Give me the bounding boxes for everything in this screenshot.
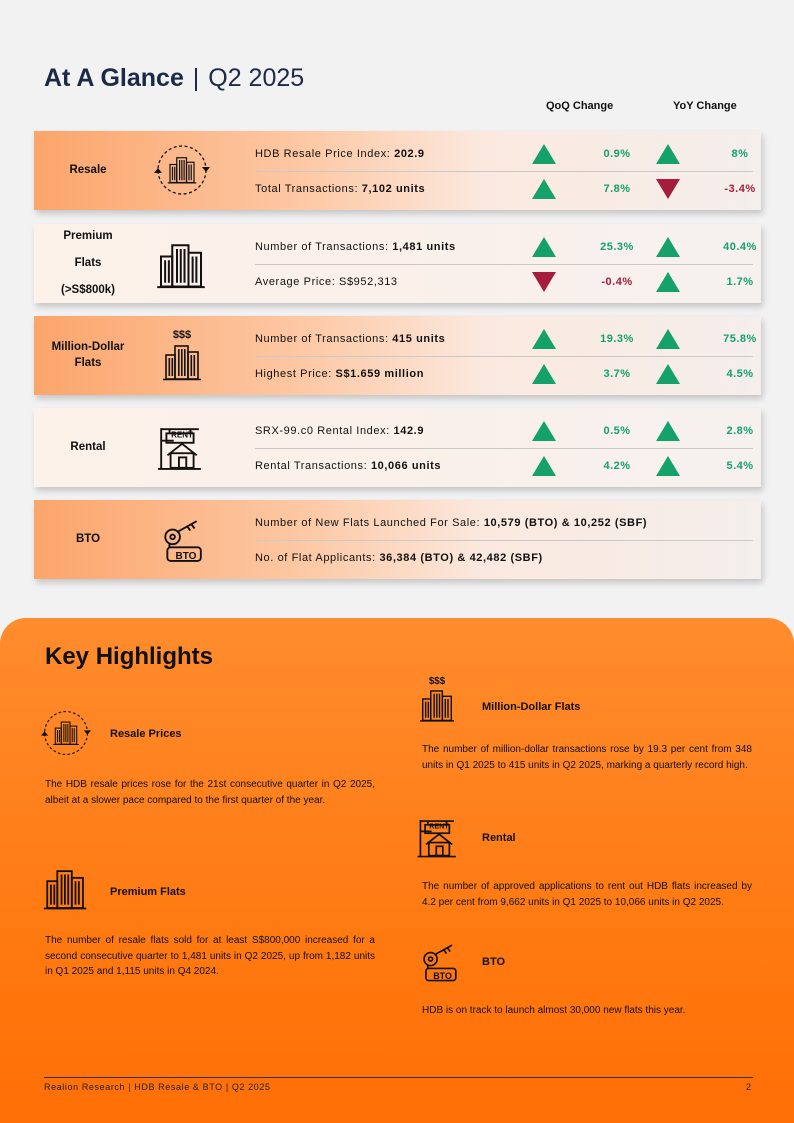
resale-highlight-text: The HDB resale prices rose for the 21st consecutive quarter in Q2 2025, albeit at a slower pace compared to the first quarter of the year.	[45, 779, 375, 806]
up-arrow-icon	[532, 179, 556, 199]
bto-category: BTO	[75, 532, 101, 545]
rental-category: Rental	[70, 440, 106, 453]
qoq-change: 7.8%	[603, 183, 631, 195]
svg-text:$$$: $$$	[428, 675, 446, 687]
svg-text:RENT: RENT	[429, 822, 449, 831]
metric-value: 7,102 units	[361, 183, 426, 195]
qoq-change: -0.4%	[601, 276, 633, 288]
table-row	[255, 358, 753, 392]
title-separator: |	[192, 64, 200, 92]
bto-key-icon	[154, 511, 210, 567]
bto-highlight-title: BTO	[482, 956, 506, 968]
svg-text:RENT: RENT	[171, 430, 193, 440]
metric-value: 36,384 (BTO) & 42,482 (SBF)	[379, 552, 543, 564]
qoq-change: 19.3%	[600, 333, 634, 345]
yoy-change: 5.4%	[726, 460, 754, 472]
down-arrow-icon	[532, 272, 556, 292]
bto-highlight-text: HDB is on track to launch almost 30,000 new flats this year.	[422, 1005, 686, 1016]
million-dollar-building-icon	[154, 327, 210, 383]
qoq-change: 4.2%	[603, 460, 631, 472]
metric-label: Highest Price:	[255, 368, 332, 380]
resale-card	[34, 131, 761, 210]
rental-highlight-title: Rental	[482, 832, 516, 844]
up-arrow-icon	[656, 237, 680, 257]
svg-text:$$$: $$$	[172, 329, 192, 341]
yoy-column-header: YoY Change	[673, 100, 737, 112]
yoy-change: -3.4%	[724, 183, 756, 195]
page-title	[44, 64, 304, 93]
table-row	[255, 266, 753, 300]
up-arrow-icon	[656, 272, 680, 292]
hdb-building-cycle-icon	[41, 708, 91, 758]
metric-value: S$952,313	[339, 276, 398, 288]
metric-value: 202.9	[394, 148, 425, 160]
table-row	[255, 415, 753, 449]
footer-source: Realion Research | HDB Resale & BTO | Q2 2025	[44, 1082, 271, 1092]
up-arrow-icon	[656, 329, 680, 349]
table-row	[255, 542, 753, 576]
table-row	[255, 507, 753, 541]
up-arrow-icon	[532, 421, 556, 441]
yoy-change: 2.8%	[726, 425, 754, 437]
bto-key-icon	[414, 936, 464, 986]
metric-value: 1,481 units	[392, 241, 456, 253]
metric-value: 10,579 (BTO) & 10,252 (SBF)	[483, 517, 648, 529]
page-number: 2	[746, 1082, 752, 1092]
rent-house-icon	[154, 419, 210, 475]
metric-label: Number of Transactions:	[255, 241, 389, 253]
million-dollar-building-icon	[412, 674, 462, 724]
million-dollar-category: Million-Dollar Flats	[51, 340, 125, 369]
qoq-change: 0.5%	[603, 425, 631, 437]
key-highlights-title: Key Highlights	[45, 643, 214, 670]
title-bold: At A Glance	[44, 64, 184, 92]
premium-category: Premium Flats (>S$800k)	[60, 229, 116, 297]
million-dollar-highlight-text: The number of million-dollar transactions rose by 19.3 per cent from 348 units in Q1 2025 to 415 units in Q2 2025, marking a quarterly record high.	[422, 744, 752, 771]
metric-label: Rental Transactions:	[255, 460, 368, 472]
up-arrow-icon	[532, 456, 556, 476]
metric-value: 415 units	[392, 333, 446, 345]
rental-card	[34, 408, 761, 487]
metric-label: Average Price:	[255, 276, 336, 288]
buildings-icon	[41, 862, 91, 912]
yoy-change: 8%	[731, 148, 749, 160]
table-row	[255, 231, 757, 265]
premium-highlight-title: Premium Flats	[110, 886, 186, 898]
up-arrow-icon	[656, 364, 680, 384]
up-arrow-icon	[532, 237, 556, 257]
metric-label: HDB Resale Price Index:	[255, 148, 391, 160]
yoy-change: 4.5%	[726, 368, 754, 380]
qoq-change: 3.7%	[603, 368, 631, 380]
million-dollar-card	[34, 316, 761, 395]
metric-label: SRX-99.c0 Rental Index:	[255, 425, 390, 437]
title-period: Q2 2025	[208, 64, 305, 92]
qoq-change: 25.3%	[600, 241, 634, 253]
hdb-building-cycle-icon	[154, 142, 210, 198]
svg-text:BTO: BTO	[433, 970, 452, 981]
up-arrow-icon	[656, 421, 680, 441]
table-row	[255, 323, 757, 357]
metric-label: No. of Flat Applicants:	[255, 552, 376, 564]
resale-highlight-title: Resale Prices	[110, 728, 182, 740]
table-row	[255, 450, 753, 484]
million-dollar-highlight-title: Million-Dollar Flats	[482, 701, 581, 713]
table-row	[255, 173, 756, 207]
down-arrow-icon	[656, 179, 680, 199]
metric-label: Total Transactions:	[255, 183, 359, 195]
metric-value: S$1.659 million	[335, 368, 425, 380]
rent-house-icon	[414, 812, 464, 862]
yoy-change: 75.8%	[723, 333, 757, 345]
rental-highlight-text: The number of approved applications to rent out HDB flats increased by 4.2 per cent from 9,662 units in Q1 2025 to 10,066 units in Q2 2025.	[422, 881, 752, 908]
premium-highlight-text: The number of resale flats sold for at least S$800,000 increased for a second consecutive quarter to 1,481 units in Q2 2025, up from 1,182 units in Q1 2025 and 1,115 units in Q4 2024.	[45, 935, 375, 977]
footer-divider	[44, 1077, 753, 1078]
buildings-icon	[154, 235, 210, 291]
metric-label: Number of New Flats Launched For Sale:	[255, 517, 481, 529]
yoy-change: 40.4%	[723, 241, 757, 253]
up-arrow-icon	[532, 329, 556, 349]
qoq-change: 0.9%	[603, 148, 631, 160]
metric-value: 142.9	[393, 425, 425, 437]
metric-value: 10,066 units	[370, 460, 442, 472]
svg-text:BTO: BTO	[175, 551, 197, 562]
metric-label: Number of Transactions:	[255, 333, 389, 345]
up-arrow-icon	[532, 364, 556, 384]
table-row	[255, 138, 753, 172]
up-arrow-icon	[532, 144, 556, 164]
up-arrow-icon	[656, 456, 680, 476]
key-highlights-panel	[0, 618, 794, 1123]
bto-card	[34, 500, 761, 579]
up-arrow-icon	[656, 144, 680, 164]
resale-category: Resale	[69, 163, 107, 176]
yoy-change: 1.7%	[726, 276, 754, 288]
qoq-column-header: QoQ Change	[546, 100, 614, 112]
premium-card	[34, 224, 761, 303]
